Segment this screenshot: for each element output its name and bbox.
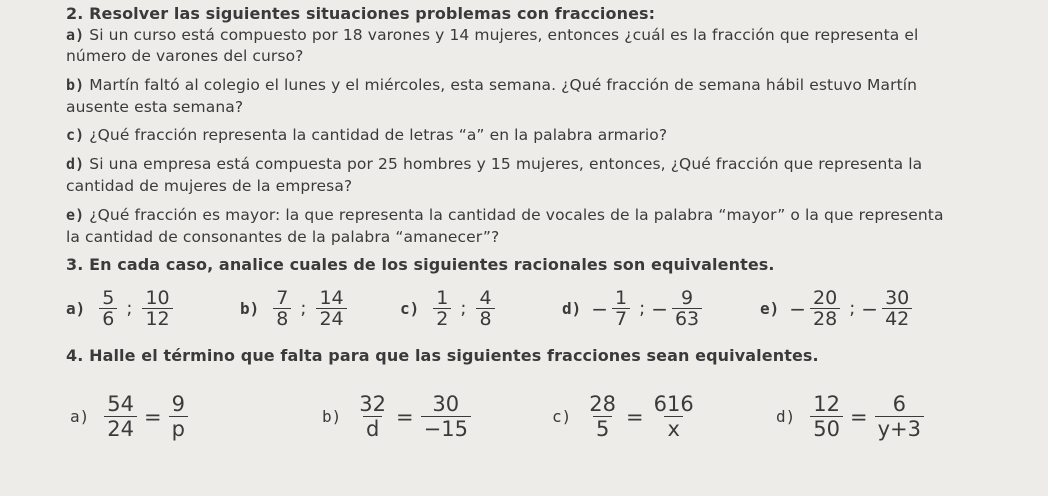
q3b-d1: 8 (273, 308, 291, 329)
q3e-sign2: − (861, 296, 879, 321)
q4d-fraction-2 (875, 392, 924, 441)
q2e-text: ¿Qué fracción es mayor: la que representa la cantidad de vocales de la palabra “mayor” o la que representa (89, 206, 944, 224)
q4d-eq: = (850, 404, 868, 429)
q3b-label: b) (240, 299, 260, 318)
q2a-line1 (66, 26, 918, 44)
q2b-label: b) (66, 76, 85, 94)
q4a-eq: = (144, 404, 162, 429)
q3d-sep: ; (639, 298, 646, 319)
q3d-sign1: − (591, 296, 609, 321)
q4-items (0, 392, 1048, 452)
q3a-n2: 10 (145, 287, 170, 309)
q3-items (0, 288, 1048, 348)
q3c-d2: 8 (476, 308, 494, 329)
q2b-line2: ausente esta semana? (66, 98, 244, 116)
q2a-text: Si un curso está compuesto por 18 varones y 14 mujeres, entonces ¿cuál es la fracción que representa el (89, 26, 919, 44)
q3a-fraction-2 (142, 288, 172, 329)
q3a-d1: 6 (99, 308, 117, 329)
q3b-fraction-1 (273, 288, 291, 329)
q3d-sign2: − (651, 296, 668, 321)
q3d-label: d) (562, 299, 582, 318)
q3e-fraction-1 (810, 288, 840, 329)
q4a-fraction-1 (104, 392, 137, 441)
q4b-eq: = (396, 404, 414, 429)
q3a-label: a) (66, 299, 86, 318)
q4b-fraction-1 (356, 392, 389, 441)
q4-title: 4. Halle el término que falta para que las siguientes fracciones sean equivalentes. (66, 346, 819, 365)
q2c-label: c) (66, 126, 85, 144)
q3c-n1: 1 (436, 287, 449, 309)
q4-item-a (70, 392, 191, 441)
q3b-fraction-2 (316, 288, 346, 329)
q3a-d2: 12 (142, 308, 172, 329)
q4c-fraction-2 (651, 392, 697, 441)
q4a-d2: p (169, 416, 188, 441)
q3d-n2: 9 (681, 287, 694, 309)
q4c-n1: 28 (589, 392, 616, 416)
q3d-d1: 7 (612, 308, 630, 329)
q2e-label: e) (66, 206, 85, 224)
q4c-fraction-1 (586, 392, 619, 441)
q4-item-c (552, 392, 700, 441)
q3e-d2: 42 (882, 308, 912, 329)
q3d-fraction-1 (612, 288, 630, 329)
q3-item-b (240, 288, 350, 329)
q4c-d1: 5 (593, 416, 612, 441)
q4d-label: d) (776, 407, 796, 426)
q3c-fraction-1 (433, 288, 451, 329)
q4c-eq: = (626, 404, 644, 429)
q4d-n1: 12 (813, 392, 840, 416)
q3d-fraction-2 (672, 288, 702, 329)
q4a-n2: 9 (171, 392, 185, 416)
q2c-text: ¿Qué fracción representa la cantidad de letras “a” en la palabra armario? (89, 126, 668, 144)
q3c-n2: 4 (479, 287, 492, 309)
q2-title: 2. Resolver las siguientes situaciones problemas con fracciones: (66, 4, 656, 23)
q4c-d2: x (664, 416, 682, 441)
q3d-n1: 1 (615, 287, 628, 309)
q2d-text: Si una empresa está compuesta por 25 hombres y 15 mujeres, entonces, ¿Qué fracción que representa la (89, 155, 923, 173)
q3b-n2: 14 (319, 287, 344, 309)
q2d-line2: cantidad de mujeres de la empresa? (66, 177, 353, 195)
q3e-d1: 28 (810, 308, 840, 329)
q2a-label: a) (66, 26, 85, 44)
q3-item-e (760, 288, 915, 329)
q4a-n1: 54 (107, 392, 134, 416)
q3b-n1: 7 (276, 287, 289, 309)
q4d-d2: y+3 (875, 416, 924, 441)
q2d-line1 (66, 155, 922, 173)
q3e-label: e) (760, 299, 780, 318)
q2c-line1 (66, 126, 667, 144)
q4b-n1: 32 (359, 392, 386, 416)
q3e-sign1: − (789, 296, 807, 321)
q4-item-b (322, 392, 474, 441)
q3c-d1: 2 (433, 308, 451, 329)
q4c-n2: 616 (653, 392, 694, 416)
q2b-line1 (66, 76, 917, 94)
q4b-n2: 30 (432, 392, 460, 416)
q2b-text: Martín faltó al colegio el lunes y el miércoles, esta semana. ¿Qué fracción de semana hábil estuvo Martín (89, 76, 918, 94)
q3e-n1: 20 (813, 287, 838, 309)
q3-title: 3. En cada caso, analice cuales de los siguientes racionales son equivalentes. (66, 255, 775, 274)
q2e-line2: la cantidad de consonantes de la palabra “amanecer”? (66, 228, 500, 246)
q4d-fraction-1 (810, 392, 843, 441)
q3b-sep: ; (300, 298, 307, 319)
q4b-d1: d (363, 416, 382, 441)
q3d-d2: 63 (672, 308, 702, 329)
q4d-n2: 6 (892, 392, 906, 416)
q3-item-d (562, 288, 705, 329)
q4-item-d (776, 392, 927, 441)
q4a-d1: 24 (104, 416, 137, 441)
q3c-sep: ; (460, 298, 467, 319)
q4b-fraction-2 (421, 392, 471, 441)
q2e-line1 (66, 206, 944, 224)
q3a-sep: ; (126, 298, 133, 319)
q3e-sep: ; (849, 298, 856, 319)
q3e-fraction-2 (882, 288, 912, 329)
q3a-n1: 5 (102, 287, 115, 309)
q4a-label: a) (70, 407, 90, 426)
q2a-line2: número de varones del curso? (66, 47, 304, 65)
q4b-label: b) (322, 407, 342, 426)
q4b-d2: −15 (421, 416, 471, 441)
q4d-d1: 50 (810, 416, 843, 441)
q3c-label: c) (400, 299, 420, 318)
q2d-label: d) (66, 155, 85, 173)
q3-item-a (66, 288, 176, 329)
q3-item-c (400, 288, 498, 329)
q3c-fraction-2 (476, 288, 494, 329)
q4a-fraction-2 (169, 392, 188, 441)
q3b-d2: 24 (316, 308, 346, 329)
q4c-label: c) (552, 407, 572, 426)
q3a-fraction-1 (99, 288, 117, 329)
q3e-n2: 30 (885, 287, 910, 309)
